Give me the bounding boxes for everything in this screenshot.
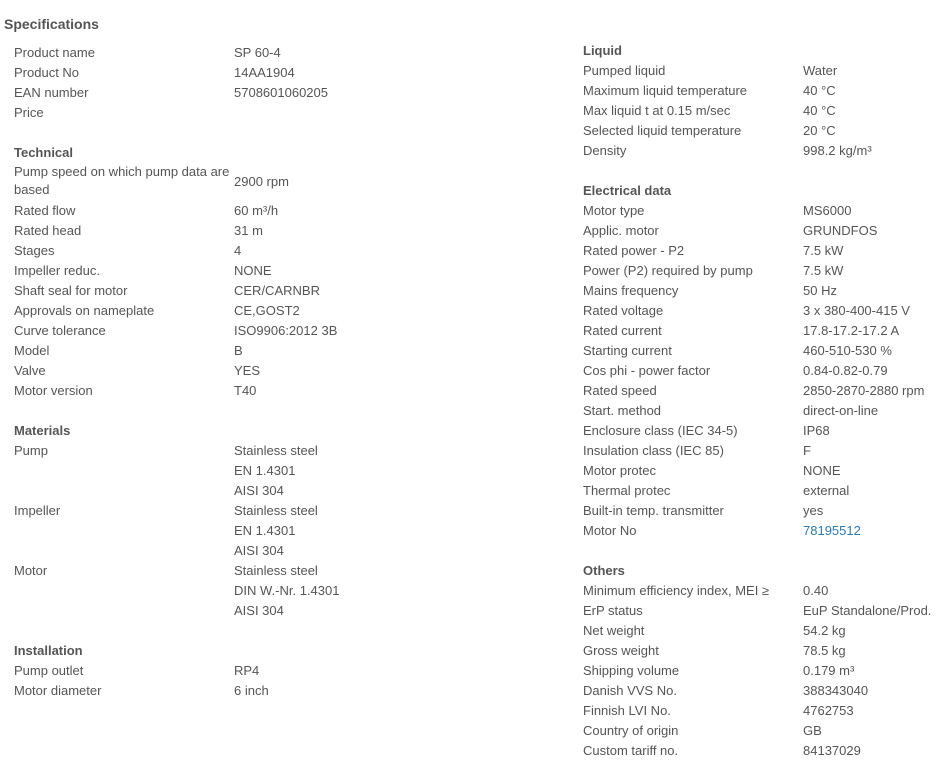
spec-value: 460-510-530 % bbox=[803, 343, 892, 358]
spec-value: NONE bbox=[803, 463, 841, 478]
spec-value: 20 °C bbox=[803, 123, 836, 138]
spec-row-valve bbox=[14, 361, 339, 381]
spec-value: 14AA1904 bbox=[234, 65, 295, 80]
spec-label: Density bbox=[583, 143, 627, 158]
spec-value: 50 Hz bbox=[803, 283, 837, 298]
section-heading: Electrical data bbox=[583, 183, 672, 198]
section-general bbox=[14, 43, 339, 123]
spec-row-minimum-efficiency-index-mei bbox=[583, 581, 931, 601]
spec-label: Start. method bbox=[583, 403, 662, 418]
section-installation bbox=[14, 641, 339, 701]
spec-value: 0.84-0.82-0.79 bbox=[803, 363, 888, 378]
spec-value: 2850-2870-2880 rpm bbox=[803, 383, 925, 398]
spec-label: Net weight bbox=[583, 623, 645, 638]
spec-row-impeller-reduc bbox=[14, 261, 339, 281]
spec-row-country-of-origin bbox=[583, 721, 931, 741]
spec-row-max-liquid-t-at-0-15-m-sec bbox=[583, 101, 931, 121]
section-electrical-data bbox=[583, 181, 931, 541]
spec-row-starting-current bbox=[583, 341, 931, 361]
spec-value bbox=[234, 441, 318, 501]
spec-label: Pump bbox=[14, 443, 48, 458]
spec-row-enclosure-class-iec-34-5 bbox=[583, 421, 931, 441]
spec-label: Motor diameter bbox=[14, 683, 102, 698]
spec-row-motor-type bbox=[583, 201, 931, 221]
spec-row-erp-status bbox=[583, 601, 931, 621]
spec-label: Danish VVS No. bbox=[583, 683, 677, 698]
spec-label: Rated speed bbox=[583, 383, 657, 398]
spec-value: 7.5 kW bbox=[803, 263, 844, 278]
spec-value: 78.5 kg bbox=[803, 643, 846, 658]
spec-label: Enclosure class (IEC 34-5) bbox=[583, 423, 738, 438]
spec-label: Approvals on nameplate bbox=[14, 303, 155, 318]
spec-label: Pump outlet bbox=[14, 663, 84, 678]
spec-label: Thermal protec bbox=[583, 483, 671, 498]
spec-row-density bbox=[583, 141, 931, 161]
spec-row-shipping-volume bbox=[583, 661, 931, 681]
spec-label: Applic. motor bbox=[583, 223, 659, 238]
spec-value: 6 inch bbox=[234, 683, 269, 698]
spec-value: SP 60-4 bbox=[234, 45, 281, 60]
spec-value bbox=[234, 561, 339, 621]
spec-row-rated-flow bbox=[14, 201, 339, 221]
section-heading: Liquid bbox=[583, 43, 622, 58]
spec-value: 7.5 kW bbox=[803, 243, 844, 258]
spec-row-start-method bbox=[583, 401, 931, 421]
spec-row-ean-number bbox=[14, 83, 339, 103]
spec-value: 4 bbox=[234, 243, 242, 258]
spec-row-motor-version bbox=[14, 381, 339, 401]
spec-label: Pumped liquid bbox=[583, 63, 666, 78]
spec-label: EAN number bbox=[14, 85, 89, 100]
spec-row-pump-outlet bbox=[14, 661, 339, 681]
spec-value: EuP Standalone/Prod. bbox=[803, 603, 932, 618]
spec-value: 40 °C bbox=[803, 83, 836, 98]
spec-value-line: EN 1.4301 bbox=[234, 523, 296, 538]
spec-row-approvals-on-nameplate bbox=[14, 301, 339, 321]
spec-value: RP4 bbox=[234, 663, 260, 678]
spec-label: Motor bbox=[14, 563, 48, 578]
spec-label: Rated current bbox=[583, 323, 662, 338]
spec-value bbox=[234, 501, 318, 561]
spec-row-applic-motor bbox=[583, 221, 931, 241]
section-liquid bbox=[583, 41, 931, 161]
spec-row-insulation-class-iec-85 bbox=[583, 441, 931, 461]
spec-value: NONE bbox=[234, 263, 272, 278]
left-column bbox=[14, 43, 339, 701]
spec-value-line: AISI 304 bbox=[234, 543, 284, 558]
spec-label: Model bbox=[14, 343, 50, 358]
spec-label: Rated flow bbox=[14, 203, 76, 218]
spec-label: Maximum liquid temperature bbox=[583, 83, 748, 98]
spec-row-impeller bbox=[14, 501, 339, 561]
spec-label: Built-in temp. transmitter bbox=[583, 503, 724, 518]
spec-row-rated-power-p2 bbox=[583, 241, 931, 261]
spec-label: Shipping volume bbox=[583, 663, 680, 678]
spec-value: 31 m bbox=[234, 223, 263, 238]
spec-value: 4762753 bbox=[803, 703, 854, 718]
spec-row-cos-phi-power-factor bbox=[583, 361, 931, 381]
spec-row-model bbox=[14, 341, 339, 361]
spec-value-line: Stainless steel bbox=[234, 563, 318, 578]
spec-row-motor-protec bbox=[583, 461, 931, 481]
spec-row-net-weight bbox=[583, 621, 931, 641]
spec-row-motor-diameter bbox=[14, 681, 339, 701]
spec-row-danish-vvs-no bbox=[583, 681, 931, 701]
spec-label: Motor type bbox=[583, 203, 645, 218]
spec-row-rated-current bbox=[583, 321, 931, 341]
spec-label: Stages bbox=[14, 243, 55, 258]
spec-value-line: Stainless steel bbox=[234, 503, 318, 518]
right-column bbox=[583, 41, 931, 761]
spec-label: Power (P2) required by pump bbox=[583, 263, 753, 278]
spec-value-line: AISI 304 bbox=[234, 483, 284, 498]
spec-label: Custom tariff no. bbox=[583, 743, 679, 758]
spec-row-pump-speed-on-which-pump-data-are-based bbox=[14, 163, 339, 201]
spec-row-rated-head bbox=[14, 221, 339, 241]
spec-label: Gross weight bbox=[583, 643, 659, 658]
spec-label: Rated voltage bbox=[583, 303, 664, 318]
spec-row-rated-speed bbox=[583, 381, 931, 401]
spec-value: 998.2 kg/m³ bbox=[803, 143, 872, 158]
spec-label: Minimum efficiency index, MEI ≥ bbox=[583, 583, 770, 598]
spec-row-motor bbox=[14, 561, 339, 621]
spec-value-line: AISI 304 bbox=[234, 603, 284, 618]
spec-label: Cos phi - power factor bbox=[583, 363, 711, 378]
spec-value: 40 °C bbox=[803, 103, 836, 118]
spec-label: Selected liquid temperature bbox=[583, 123, 742, 138]
spec-label: Motor protec bbox=[583, 463, 656, 478]
page-title: Specifications bbox=[4, 16, 99, 32]
spec-value: 0.179 m³ bbox=[803, 663, 855, 678]
spec-value: 54.2 kg bbox=[803, 623, 846, 638]
spec-row-gross-weight bbox=[583, 641, 931, 661]
spec-value: 388343040 bbox=[803, 683, 869, 698]
section-heading: Materials bbox=[14, 423, 71, 438]
spec-label: Price bbox=[14, 105, 44, 120]
spec-label: Curve tolerance bbox=[14, 323, 106, 338]
spec-row-maximum-liquid-temperature bbox=[583, 81, 931, 101]
spec-row-finnish-lvi-no bbox=[583, 701, 931, 721]
spec-row-stages bbox=[14, 241, 339, 261]
spec-row-built-in-temp-transmitter bbox=[583, 501, 931, 521]
spec-value: 3 x 380-400-415 V bbox=[803, 303, 910, 318]
spec-row-pump bbox=[14, 441, 339, 501]
spec-value-line: Stainless steel bbox=[234, 443, 318, 458]
spec-label: ErP status bbox=[583, 603, 643, 618]
spec-row-custom-tariff-no bbox=[583, 741, 931, 761]
spec-row-price bbox=[14, 103, 339, 123]
spec-label: Finnish LVI No. bbox=[583, 703, 671, 718]
spec-value: 0.40 bbox=[803, 583, 829, 598]
spec-row-product-no bbox=[14, 63, 339, 83]
spec-label: Motor version bbox=[14, 383, 93, 398]
spec-label: Valve bbox=[14, 363, 46, 378]
spec-label: Impeller bbox=[14, 503, 61, 518]
spec-row-thermal-protec bbox=[583, 481, 931, 501]
section-heading: Technical bbox=[14, 145, 74, 160]
spec-row-power-p2-required-by-pump bbox=[583, 261, 931, 281]
spec-label: Product No bbox=[14, 65, 80, 80]
spec-value-line: DIN W.-Nr. 1.4301 bbox=[234, 583, 340, 598]
spec-row-motor-no bbox=[583, 521, 931, 541]
spec-row-curve-tolerance bbox=[14, 321, 339, 341]
spec-label: Motor No bbox=[583, 523, 637, 538]
spec-label: Insulation class (IEC 85) bbox=[583, 443, 724, 458]
spec-value: B bbox=[234, 343, 243, 358]
spec-label: Mains frequency bbox=[583, 283, 679, 298]
spec-value-line: EN 1.4301 bbox=[234, 463, 296, 478]
spec-value: 84137029 bbox=[803, 743, 861, 758]
spec-value: 60 m³/h bbox=[234, 203, 279, 218]
spec-row-mains-frequency bbox=[583, 281, 931, 301]
spec-value: Water bbox=[803, 63, 838, 78]
spec-label: Rated head bbox=[14, 223, 82, 238]
spec-value: 2900 rpm bbox=[234, 174, 289, 189]
spec-value: CE,GOST2 bbox=[234, 303, 300, 318]
spec-row-rated-voltage bbox=[583, 301, 931, 321]
spec-value: external bbox=[803, 483, 850, 498]
section-materials bbox=[14, 421, 339, 621]
spec-row-shaft-seal-for-motor bbox=[14, 281, 339, 301]
spec-label: Rated power - P2 bbox=[583, 243, 685, 258]
section-others bbox=[583, 561, 931, 761]
spec-label: Starting current bbox=[583, 343, 672, 358]
spec-value: YES bbox=[234, 363, 261, 378]
spec-value: GB bbox=[803, 723, 822, 738]
spec-row-product-name bbox=[14, 43, 339, 63]
spec-label: Product name bbox=[14, 45, 95, 60]
section-technical bbox=[14, 143, 339, 401]
spec-label: Shaft seal for motor bbox=[14, 283, 128, 298]
spec-value: IP68 bbox=[803, 423, 830, 438]
spec-value: direct-on-line bbox=[803, 403, 879, 418]
spec-label: Max liquid t at 0.15 m/sec bbox=[583, 103, 731, 118]
spec-value: yes bbox=[803, 503, 824, 518]
spec-value: ISO9906:2012 3B bbox=[234, 323, 338, 338]
spec-value: 5708601060205 bbox=[234, 85, 328, 100]
spec-value: MS6000 bbox=[803, 203, 852, 218]
spec-value: T40 bbox=[234, 383, 257, 398]
spec-value bbox=[803, 521, 861, 541]
spec-row-selected-liquid-temperature bbox=[583, 121, 931, 141]
spec-value: GRUNDFOS bbox=[803, 223, 878, 238]
spec-label: Impeller reduc. bbox=[14, 263, 100, 278]
motor-number-link[interactable]: 78195512 bbox=[803, 523, 861, 538]
spec-value: CER/CARNBR bbox=[234, 283, 320, 298]
spec-value: 17.8-17.2-17.2 A bbox=[803, 323, 900, 338]
section-heading: Others bbox=[583, 563, 625, 578]
spec-label: Pump speed on which pump data are based bbox=[14, 164, 230, 197]
spec-label: Country of origin bbox=[583, 723, 679, 738]
section-heading: Installation bbox=[14, 643, 83, 658]
spec-value: F bbox=[803, 443, 811, 458]
spec-row-pumped-liquid bbox=[583, 61, 931, 81]
